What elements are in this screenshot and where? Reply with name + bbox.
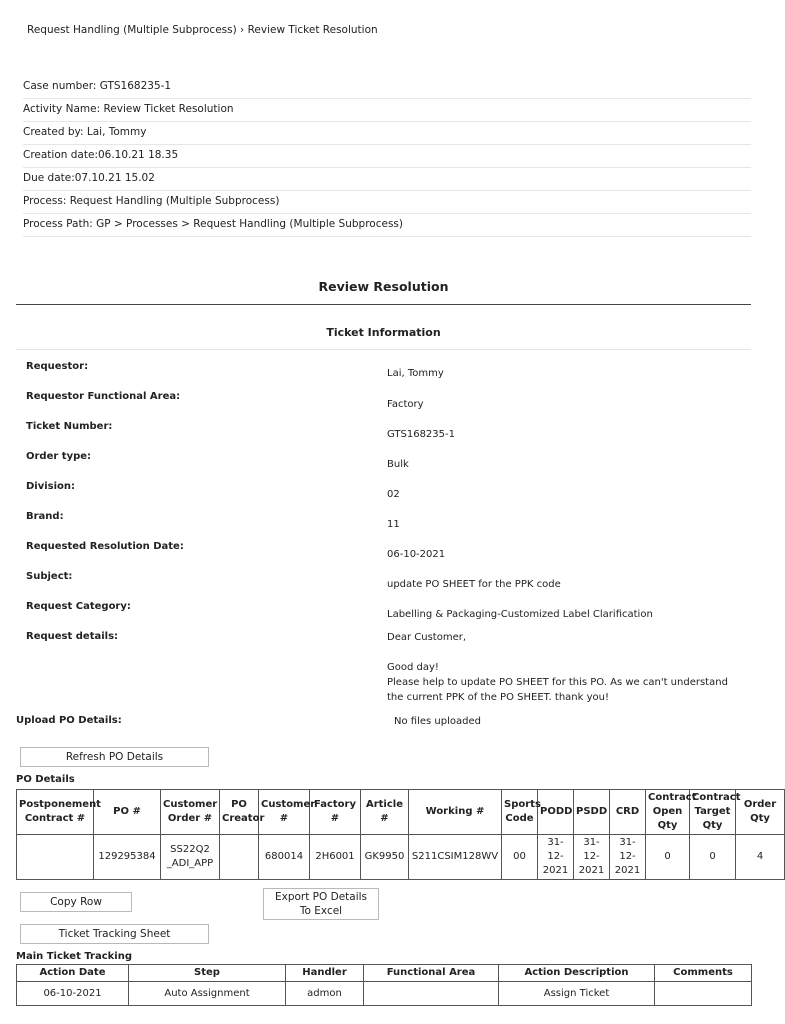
subject-value: update PO SHEET for the PPK code <box>387 579 561 590</box>
functional-area-label: Requestor Functional Area: <box>26 391 181 402</box>
col-header: Action Description <box>499 965 655 982</box>
resolution-date-label: Requested Resolution Date: <box>26 541 184 552</box>
po-details-table-wrap[interactable] <box>16 789 777 876</box>
functional-area-value: Factory <box>387 399 424 410</box>
order-type-value: Bulk <box>387 459 409 470</box>
table-cell: 31-12-2021 <box>538 835 574 880</box>
brand-value: 11 <box>387 519 400 530</box>
col-header: Postponement Contract # <box>17 790 94 835</box>
breadcrumb: Request Handling (Multiple Subprocess) › Review Ticket Resolution <box>27 24 378 36</box>
col-header: PO Creator <box>220 790 259 835</box>
col-header: PODD <box>538 790 574 835</box>
export-po-details-button[interactable]: Export PO Details To Excel <box>263 888 379 920</box>
col-header: Functional Area <box>364 965 499 982</box>
refresh-po-details-button[interactable]: Refresh PO Details <box>20 747 209 767</box>
col-header: CRD <box>610 790 646 835</box>
process: Process: Request Handling (Multiple Subprocess) <box>23 195 280 207</box>
table-cell: 31-12-2021 <box>574 835 610 880</box>
col-header: Action Date <box>17 965 129 982</box>
request-category-value: Labelling & Packaging-Customized Label Clarification <box>387 609 653 620</box>
table-cell: 680014 <box>259 835 310 880</box>
divider <box>16 349 751 350</box>
table-cell <box>220 835 259 880</box>
creation-date: Creation date:06.10.21 18.35 <box>23 149 179 161</box>
table-cell: Auto Assignment <box>129 982 286 1006</box>
ticket-information-title: Ticket Information <box>326 326 441 339</box>
table-cell <box>364 982 499 1006</box>
request-details-body: Please help to update PO SHEET for this PO. As we can't understand the current PPK of the PO SHEET. thank you! <box>387 677 728 703</box>
col-header: PO # <box>94 790 161 835</box>
col-header: Customer # <box>259 790 310 835</box>
divider <box>16 304 751 305</box>
table-cell: GK9950 <box>361 835 409 880</box>
table-row[interactable] <box>17 835 785 880</box>
order-type-label: Order type: <box>26 451 92 462</box>
table-cell: 06-10-2021 <box>17 982 129 1006</box>
request-details-label: Request details: <box>26 631 119 642</box>
process-row <box>23 190 751 214</box>
po-details-table <box>16 789 785 880</box>
request-details-value: Dear Customer, <box>387 632 467 643</box>
request-details-greeting: Good day! <box>387 662 439 673</box>
po-details-title: PO Details <box>16 774 75 785</box>
table-cell <box>17 835 94 880</box>
table-row[interactable] <box>17 982 752 1006</box>
col-header: Article # <box>361 790 409 835</box>
table-cell <box>655 982 752 1006</box>
col-header: Order Qty <box>736 790 785 835</box>
division-value: 02 <box>387 489 400 500</box>
brand-label: Brand: <box>26 511 64 522</box>
activity-name: Activity Name: Review Ticket Resolution <box>23 103 234 115</box>
col-header: Step <box>129 965 286 982</box>
table-cell: 31-12-2021 <box>610 835 646 880</box>
request-category-label: Request Category: <box>26 601 131 612</box>
created-by: Created by: Lai, Tommy <box>23 126 147 138</box>
due-date-row <box>23 167 751 191</box>
upload-status: No files uploaded <box>394 716 481 727</box>
creation-date-row <box>23 144 751 168</box>
tracking-table-wrap <box>16 964 751 1006</box>
requestor-label: Requestor: <box>26 361 89 372</box>
review-resolution-title: Review Resolution <box>318 279 449 294</box>
table-cell: 129295384 <box>94 835 161 880</box>
col-header: Factory # <box>310 790 361 835</box>
table-cell: 4 <box>736 835 785 880</box>
table-cell: SS22Q2 _ADI_APP <box>161 835 220 880</box>
table-cell: 0 <box>646 835 690 880</box>
table-cell: Assign Ticket <box>499 982 655 1006</box>
upload-po-label: Upload PO Details: <box>16 715 122 726</box>
case-number: Case number: GTS168235-1 <box>23 80 172 92</box>
division-label: Division: <box>26 481 76 492</box>
requestor-value: Lai, Tommy <box>387 368 444 379</box>
col-header: Handler <box>286 965 364 982</box>
table-cell: admon <box>286 982 364 1006</box>
col-header: PSDD <box>574 790 610 835</box>
activity-name-row <box>23 98 751 122</box>
col-header: Comments <box>655 965 752 982</box>
created-by-row <box>23 121 751 145</box>
table-cell: 2H6001 <box>310 835 361 880</box>
due-date: Due date:07.10.21 15.02 <box>23 172 155 184</box>
ticket-number-value: GTS168235-1 <box>387 429 455 440</box>
col-header: Contract Open Qty <box>646 790 690 835</box>
subject-label: Subject: <box>26 571 73 582</box>
ticket-number-label: Ticket Number: <box>26 421 113 432</box>
process-path: Process Path: GP > Processes > Request Handling (Multiple Subprocess) <box>23 218 403 230</box>
table-cell: 0 <box>690 835 736 880</box>
main-ticket-tracking-title: Main Ticket Tracking <box>16 951 133 962</box>
col-header: Contract Target Qty <box>690 790 736 835</box>
table-cell: 00 <box>502 835 538 880</box>
col-header: Customer Order # <box>161 790 220 835</box>
ticket-tracking-sheet-button[interactable]: Ticket Tracking Sheet <box>20 924 209 944</box>
process-path-row <box>23 213 751 237</box>
col-header: Sports Code <box>502 790 538 835</box>
resolution-date-value: 06-10-2021 <box>387 549 446 560</box>
col-header: Working # <box>409 790 502 835</box>
case-number-row <box>23 75 751 99</box>
table-cell: S211CSIM128WV <box>409 835 502 880</box>
tracking-table <box>16 964 752 1006</box>
copy-row-button[interactable]: Copy Row <box>20 892 132 912</box>
